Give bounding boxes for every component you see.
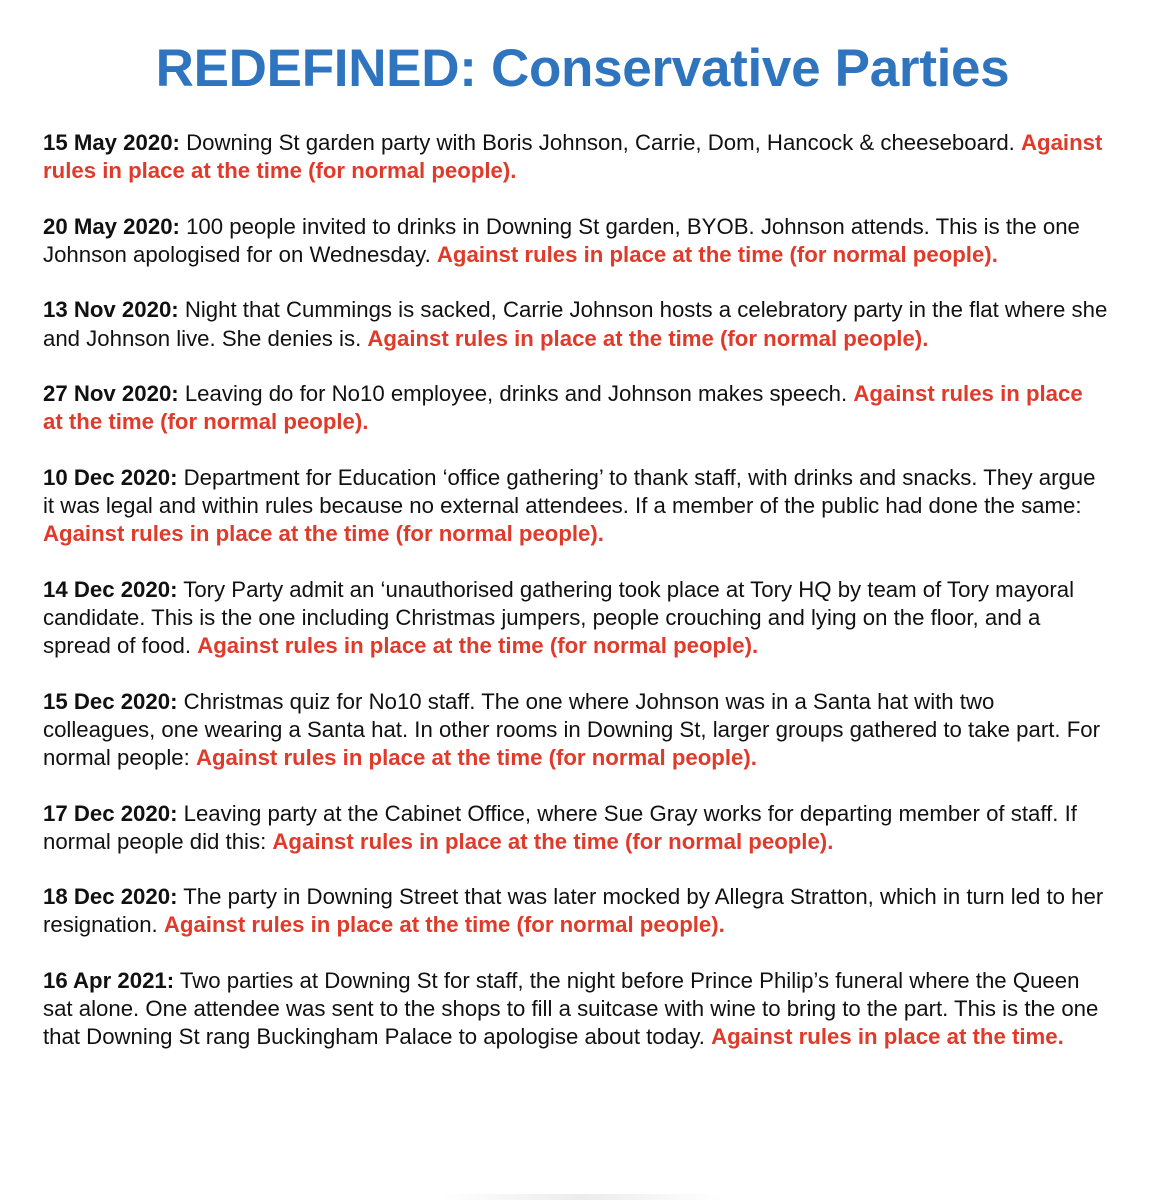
entry-list: [43, 129, 1108, 1079]
entry-17-dec-2020: [43, 800, 1108, 856]
entry-date: 10 Dec 2020:: [43, 464, 178, 490]
entry-verdict: Against rules in place at the time (for normal people).: [367, 325, 929, 351]
entry-verdict: Against rules in place at the time (for normal people).: [195, 745, 757, 771]
entry-date: 18 Dec 2020:: [43, 884, 178, 910]
entry-verdict: Against rules in place at the time (for normal people).: [43, 130, 1103, 184]
entry-text: Leaving party at the Cabinet Office, where Sue Gray works for departing member of staff. If normal people did this:: [43, 800, 1077, 854]
entry-date: 15 Dec 2020:: [43, 688, 178, 714]
entry-date: 15 May 2020:: [43, 130, 180, 155]
entry-date: 13 Nov 2020:: [43, 297, 179, 323]
entry-verdict: Against rules in place at the time (for normal people).: [197, 633, 759, 659]
entry-text: Downing St garden party with Boris Johnson, Carrie, Dom, Hancock & cheeseboard.: [179, 130, 1021, 155]
entry-27-nov-2020: [43, 380, 1108, 436]
entry-text: Tory Party admit an ‘unauthorised gathering took place at Tory HQ by team of Tory mayoral candidate. This is the one including Christmas jumpers, people crouching and lying on the floor, and a spread of food.: [43, 576, 1075, 659]
entry-text: Two parties at Downing St for staff, the night before Prince Philip’s funeral where the Queen sat alone. One attendee was sent to the shops to fill a suitcase with wine to bring to the part. This is the one that Downing St rang Buckingham Palace to apologise about today.: [43, 967, 1099, 1050]
entry-15-dec-2020: [43, 688, 1108, 773]
entry-text: Department for Education ‘office gathering’ to thank staff, with drinks and snacks. They argue it was legal and within rules because no external attendees. If a member of the public had done the same:: [43, 464, 1096, 519]
entry-verdict: Against rules in place at the time (for normal people).: [272, 828, 834, 854]
entry-15-may-2020: [43, 129, 1108, 185]
entry-verdict: Against rules in place at the time (for normal people).: [436, 241, 998, 267]
page-title: REDEFINED: Conservative Parties: [155, 39, 1010, 98]
entry-date: 17 Dec 2020:: [43, 800, 178, 826]
entry-text: Christmas quiz for No10 staff. The one where Johnson was in a Santa hat with two colleagues, one wearing a Santa hat. In other rooms in Downing St, larger groups gathered to take part. For normal people:: [43, 688, 1100, 771]
entry-text: The party in Downing Street that was later mocked by Allegra Stratton, which in turn led to her resignation.: [43, 884, 1104, 938]
entry-16-apr-2021: [43, 967, 1108, 1052]
entry-text: Leaving do for No10 employee, drinks and Johnson makes speech.: [178, 381, 854, 407]
entry-verdict: Against rules in place at the time.: [711, 1024, 1064, 1050]
entry-date: 20 May 2020:: [43, 213, 180, 239]
entry-date: 14 Dec 2020:: [43, 576, 178, 602]
entry-verdict: Against rules in place at the time (for normal people).: [163, 912, 725, 938]
entry-20-may-2020: [43, 213, 1108, 269]
entry-10-dec-2020: [43, 464, 1108, 549]
entry-verdict: Against rules in place at the time (for normal people).: [43, 521, 604, 547]
entry-verdict: Against rules in place at the time (for normal people).: [43, 381, 1083, 435]
bottom-edge-divider: [0, 1194, 1165, 1200]
entry-date: 16 Apr 2021:: [43, 967, 175, 993]
entry-13-nov-2020: [43, 296, 1108, 352]
entry-text: 100 people invited to drinks in Downing St garden, BYOB. Johnson attends. This is the one Johnson apologised for on Wednesday.: [43, 213, 1080, 267]
entry-14-dec-2020: [43, 576, 1108, 661]
entry-text: Night that Cummings is sacked, Carrie Johnson hosts a celebratory party in the flat where she and Johnson live. She denies is.: [43, 297, 1108, 351]
entry-date: 27 Nov 2020:: [43, 381, 179, 407]
entry-18-dec-2020: [43, 883, 1108, 939]
